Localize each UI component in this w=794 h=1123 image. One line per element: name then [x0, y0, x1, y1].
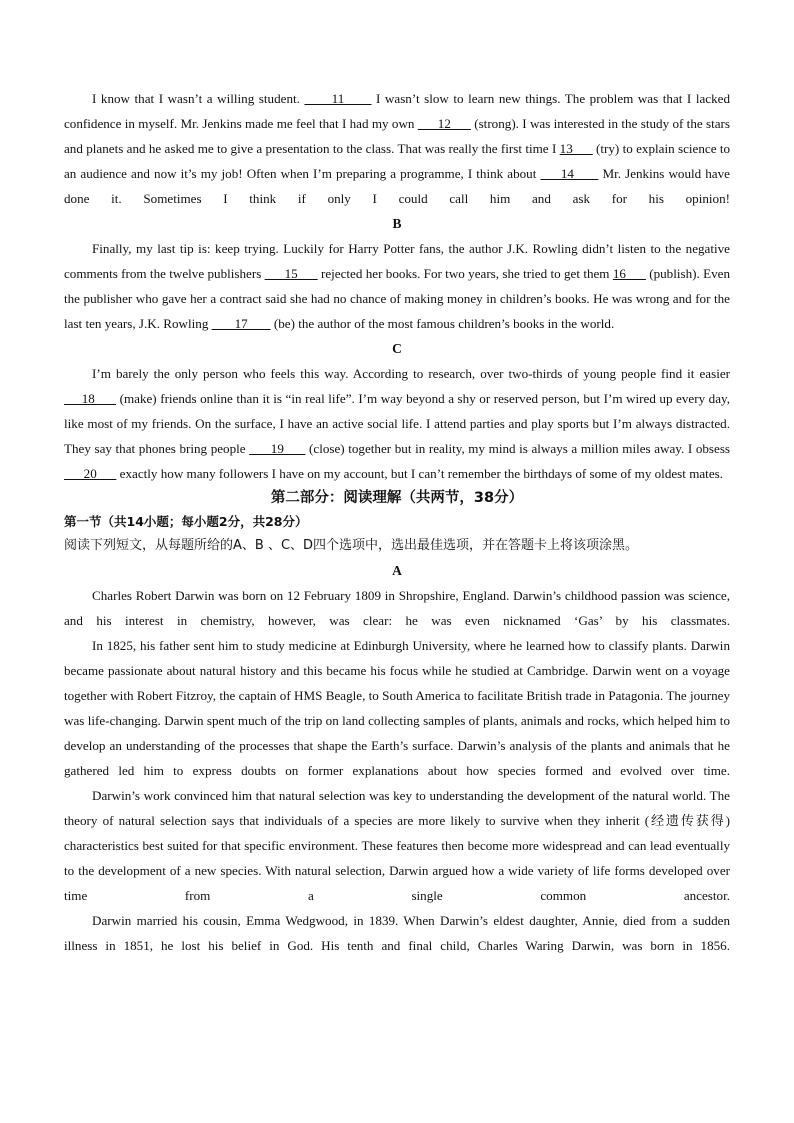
blank-16[interactable]: 16 [612, 266, 646, 281]
blank-15[interactable]: 15 [264, 266, 318, 281]
reading-paragraph-1: Charles Robert Darwin was born on 12 February 1809 in Shropshire, England. Darwin’s childhood passion was science, and his interest in chemistry, however, was clear: he was even nicknamed ‘Gas’ by his classmates. [64, 588, 730, 628]
passage-c-label: C [392, 341, 402, 356]
blank-19[interactable]: 19 [249, 441, 306, 456]
reading-paragraph-3: Darwin’s work convinced him that natural selection was key to understanding the development of the natural world. The theory of natural selection says that individuals of a species are more likely to survive when they inherit (经遗传获得) characteristics best suited for that specific environment. These features then become more widespread and can lead eventually to the development of a new species. With natural selection, Darwin argued how a wide variety of life forms developed over time from a single common ancestor. [64, 788, 730, 903]
document-page [64, 86, 730, 958]
part2-title: 第二部分：阅读理解（共两节，38分） [270, 490, 524, 506]
blank-17[interactable]: 17 [211, 316, 271, 331]
blank-13[interactable]: 13 [559, 141, 593, 156]
blank-18[interactable]: 18 [64, 391, 117, 406]
reading-paragraph-4: Darwin married his cousin, Emma Wedgwood, in 1839. When Darwin’s eldest daughter, Annie, died from a sudden illness in 1851, he lost his belief in God. His tenth and final child, Charles Waring Darwin, was born in 1856. [64, 913, 730, 953]
passage-b: Finally, my last tip is: keep trying. Luckily for Harry Potter fans, the author J.K. Rowling didn’t listen to the negative comments from the twelve publishers 15 rejected her books. For two years, she tried to get them 16 (publish). Even the publisher who gave her a contract said she had no chance of making money in children’s books. He was wrong and for the last ten years, J.K. Rowling 17 (be) the author of the most famous children’s books in the world. [64, 241, 731, 331]
passage-a-continued: I know that I wasn’t a willing student. 11 I wasn’t slow to learn new things. The problem was that I lacked confidence in myself. Mr. Jenkins made me feel that I had my own 12 (strong). I was interested in the study of the stars and planets and he asked me to give a presentation to the class. That was really the first time I 13 (try) to explain science to an audience and now it’s my job! Often when I’m preparing a programme, I think about 14 Mr. Jenkins would have done it. Sometimes I think if only I could call him and ask for his opinion! [64, 91, 731, 206]
blank-20[interactable]: 20 [64, 466, 117, 481]
reading-passage-a-label: A [392, 563, 402, 578]
section1-heading: 第一节（共14小题；每小题2分，共28分） [64, 514, 308, 529]
instruction-text: 阅读下列短文，从每题所给的A、B 、C、D四个选项中，选出最佳选项，并在答题卡上将该项涂黑。 [64, 538, 639, 553]
reading-paragraph-2: In 1825, his father sent him to study medicine at Edinburgh University, where he learned how to classify plants. Darwin became passionate about natural history and this became his focus while he studied at Cambridge. Darwin went on a voyage together with Robert Fitzroy, the captain of HMS Beagle, to South America to facilitate British trade in Patagonia. The journey was life-changing. Darwin spent much of the trip on land collecting samples of plants, animals and rocks, which helped him to develop an understanding of the processes that shape the Earth’s surface. Darwin’s analysis of the plants and animals that he gathered led him to express doubts on former explanations about how species formed and evolved over time. [64, 638, 730, 778]
blank-12[interactable]: 12 [417, 116, 471, 131]
passage-c: I’m barely the only person who feels this way. According to research, over two-thirds of young people find it easier 18 (make) friends online than it is “in real life”. I’m way beyond a shy or reserved person, but I’m wired up every day, like most of my friends. On the surface, I have an active social life. I attend parties and play sports but I’m always distracted. They say that phones bring people 19 (close) together but in reality, my mind is always a million miles away. I obsess 20 exactly how many followers I have on my account, but I can’t remember the birthdays of some of my oldest mates. [64, 366, 731, 481]
passage-b-label: B [392, 216, 402, 231]
blank-14[interactable]: 14 [540, 166, 599, 181]
blank-11[interactable]: 11 [304, 91, 372, 106]
